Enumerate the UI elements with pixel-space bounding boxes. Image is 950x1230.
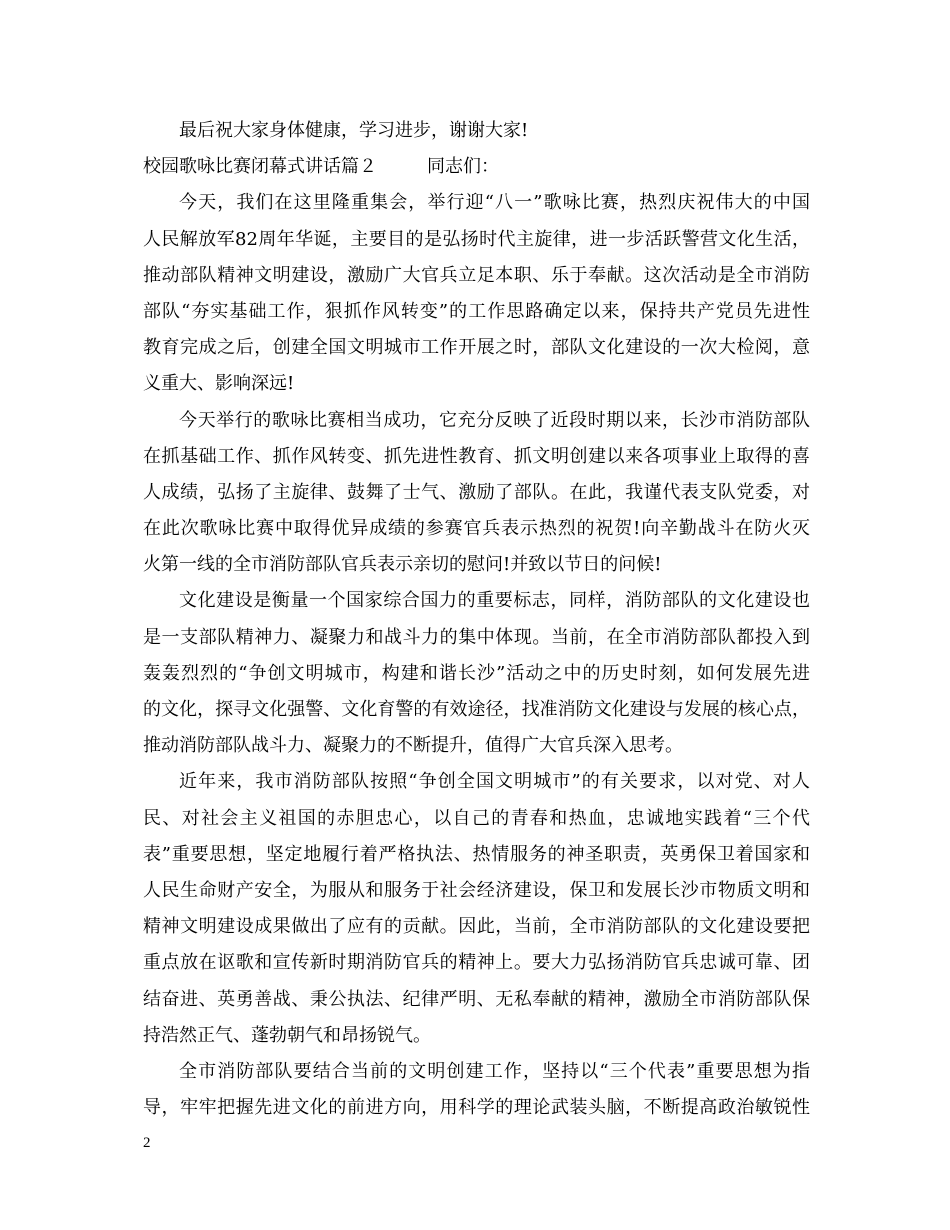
- paragraph-line: 今天举行的歌咏比赛相当成功，它充分反映了近段时期以来，长沙市消防部队: [179, 409, 810, 431]
- paragraph-line: 在抓基础工作、抓作风转变、抓先进性教育、抓文明创建以来各项事业上取得的喜: [143, 445, 810, 467]
- paragraph-line: 在此次歌咏比赛中取得优异成绩的参赛官兵表示热烈的祝贺!向辛勤战斗在防火灭: [143, 518, 810, 540]
- paragraph-line: 全市消防部队要结合当前的文明创建工作，坚持以“三个代表”重要思想为指: [179, 1060, 810, 1082]
- paragraph-line: 人成绩，弘扬了主旋律、鼓舞了士气、激励了部队。在此，我谨代表支队党委，对: [143, 481, 810, 503]
- paragraph-line: 文化建设是衡量一个国家综合国力的重要标志，同样，消防部队的文化建设也: [179, 590, 810, 612]
- paragraph-line: 的文化，探寻文化强警、文化育警的有效途径，找准消防文化建设与发展的核心点，: [143, 699, 810, 720]
- paragraph-3: [143, 583, 810, 764]
- paragraph-line: 人民生命财产安全，为服从和服务于社会经济建设，保卫和发展长沙市物质文明和: [143, 879, 810, 901]
- greeting: 同志们：: [427, 156, 499, 178]
- paragraph-line: 人民解放军82周年华诞，主要目的是弘扬时代主旋律，进一步活跃警营文化生活，: [143, 228, 810, 250]
- paragraph-4: [143, 764, 810, 1054]
- paragraph-line: 民、对社会主义祖国的赤胆忠心，以自己的青春和热血，忠诚地实践着“三个代: [143, 807, 810, 829]
- paragraph-line: 重点放在讴歌和宣传新时期消防官兵的精神上。要大力弘扬消防官兵忠诚可靠、团: [143, 952, 810, 974]
- paragraph-line: 火第一线的全市消防部队官兵表示亲切的慰问!并致以节日的问候!: [143, 554, 662, 576]
- paragraph-line: 推动消防部队战斗力、凝聚力的不断提升，值得广大官兵深入思考。: [143, 735, 683, 757]
- paragraph-line: 今天，我们在这里隆重集会，举行迎“八一”歌咏比赛，热烈庆祝伟大的中国: [179, 192, 810, 214]
- paragraph-line: 义重大、影响深远!: [143, 373, 295, 395]
- paragraph-5: [143, 1054, 810, 1126]
- document-body: [143, 113, 810, 1126]
- closing-line: 最后祝大家身体健康，学习进步，谢谢大家!: [179, 120, 529, 141]
- paragraph-line: 结奋进、英勇善战、秉公执法、纪律严明、无私奉献的精神，激励全市消防部队保: [143, 988, 810, 1010]
- paragraph-line: 推动部队精神文明建设，激励广大官兵立足本职、乐于奉献。这次活动是全市消防: [143, 264, 810, 286]
- paragraph-line: 持浩然正气、蓬勃朝气和昂扬锐气。: [143, 1024, 431, 1046]
- paragraph-line: 近年来，我市消防部队按照“争创全国文明城市”的有关要求，以对党、对人: [179, 771, 810, 793]
- paragraph-line: 导，牢牢把握先进文化的前进方向，用科学的理论武装头脑，不断提高政治敏锐性: [143, 1097, 810, 1119]
- section-heading: [143, 149, 810, 185]
- paragraph-line: 表”重要思想，坚定地履行着严格执法、热情服务的神圣职责，英勇保卫着国家和: [143, 843, 810, 865]
- paragraph-1: [143, 185, 810, 402]
- paragraph-line: 是一支部队精神力、凝聚力和战斗力的集中体现。当前，在全市消防部队都投入到: [143, 626, 810, 648]
- paragraph-line: 精神文明建设成果做出了应有的贡献。因此，当前，全市消防部队的文化建设要把: [143, 916, 810, 938]
- paragraph-2: [143, 403, 810, 584]
- paragraph-line: 轰轰烈烈的“争创文明城市，构建和谐长沙”活动之中的历史时刻，如何发展先进: [143, 662, 810, 684]
- section-title: 校园歌咏比赛闭幕式讲话篇２: [143, 156, 377, 178]
- paragraph-line: 教育完成之后，创建全国文明城市工作开展之时，部队文化建设的一次大检阅，意: [143, 337, 810, 359]
- paragraph-line: 部队“夯实基础工作，狠抓作风转变”的工作思路确定以来，保持共产党员先进性: [143, 300, 810, 322]
- page-number: 2: [143, 1135, 151, 1151]
